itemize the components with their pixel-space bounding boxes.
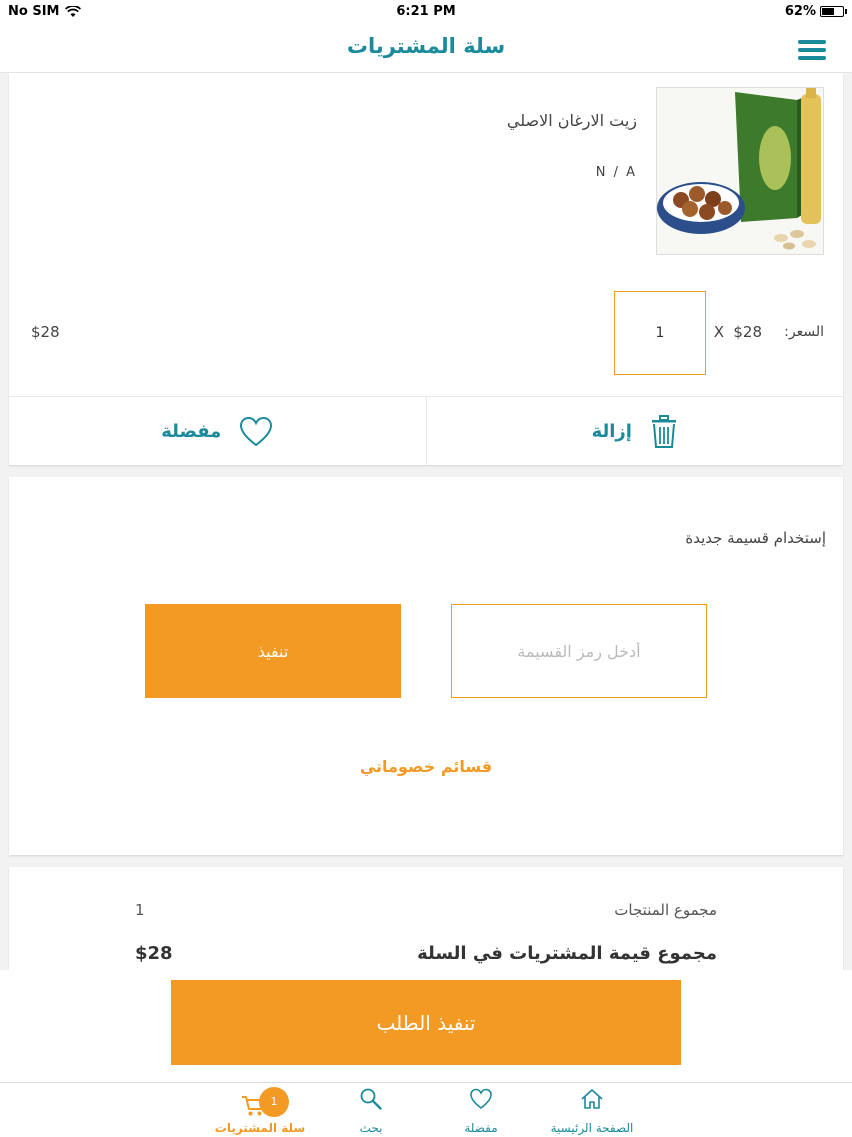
home-icon	[580, 1087, 604, 1111]
price-label: السعر:	[784, 324, 824, 340]
coupon-card	[9, 477, 843, 855]
battery-percent: 62%	[784, 4, 816, 19]
nav-bar	[0, 24, 852, 73]
checkout-button[interactable]: تنفيذ الطلب	[171, 980, 681, 1065]
tab-favorites-label: مفضلة	[464, 1121, 498, 1135]
remove-label: إزالة	[591, 421, 632, 442]
carrier-label: No SIM	[8, 4, 60, 19]
coupon-title: إستخدام قسيمة جديدة	[685, 529, 826, 547]
cart-item-actions	[9, 396, 843, 466]
product-image[interactable]	[656, 87, 824, 255]
tab-cart-label: سلة المشتريات	[214, 1121, 306, 1135]
status-right	[785, 4, 844, 19]
cart-total-value: $28	[135, 943, 173, 964]
battery-icon	[820, 6, 844, 17]
line-total: $28	[31, 323, 60, 341]
unit-price: $28	[733, 323, 762, 341]
products-count-row	[135, 901, 717, 919]
cart-summary-card	[9, 867, 843, 977]
cart-badge: 1	[259, 1087, 289, 1117]
apply-coupon-button[interactable]: تنفيذ	[145, 604, 401, 698]
tab-search[interactable]	[316, 1083, 426, 1137]
status-bar	[0, 0, 852, 24]
remove-item-button[interactable]	[426, 397, 844, 466]
products-count-value: 1	[135, 901, 145, 919]
heart-icon	[469, 1087, 493, 1111]
trash-icon	[650, 415, 678, 449]
cart-total-row	[135, 943, 717, 964]
search-icon	[359, 1087, 383, 1111]
status-time: 6:21 PM	[396, 4, 456, 19]
product-variant: N / A	[595, 165, 637, 180]
argan-oil-product-icon	[657, 88, 823, 254]
page-title: سلة المشتريات	[346, 34, 506, 58]
coupon-code-input[interactable]	[451, 604, 707, 698]
tab-home-label: الصفحة الرئيسية	[550, 1121, 634, 1135]
tab-home[interactable]	[537, 1083, 647, 1137]
cart-total-label: مجموع قيمة المشتريات في السلة	[417, 943, 717, 964]
favorite-label: مفضلة	[161, 421, 222, 442]
products-count-label: مجموع المنتجات	[614, 901, 717, 919]
product-name[interactable]: زيت الارغان الاصلي	[506, 111, 637, 130]
add-to-favorites-button[interactable]	[9, 397, 426, 466]
tab-search-label: بحث	[359, 1121, 383, 1135]
heart-icon	[239, 416, 273, 448]
my-coupons-link[interactable]: قسائم خصوماتي	[359, 757, 493, 776]
tab-bar	[0, 1082, 852, 1137]
cart-item-card	[9, 73, 843, 465]
hamburger-menu-icon[interactable]	[798, 40, 826, 60]
tab-favorites[interactable]	[426, 1083, 536, 1137]
quantity-input[interactable]: 1	[614, 291, 706, 375]
times-sign: X	[713, 323, 724, 341]
tab-cart[interactable]	[205, 1083, 315, 1137]
